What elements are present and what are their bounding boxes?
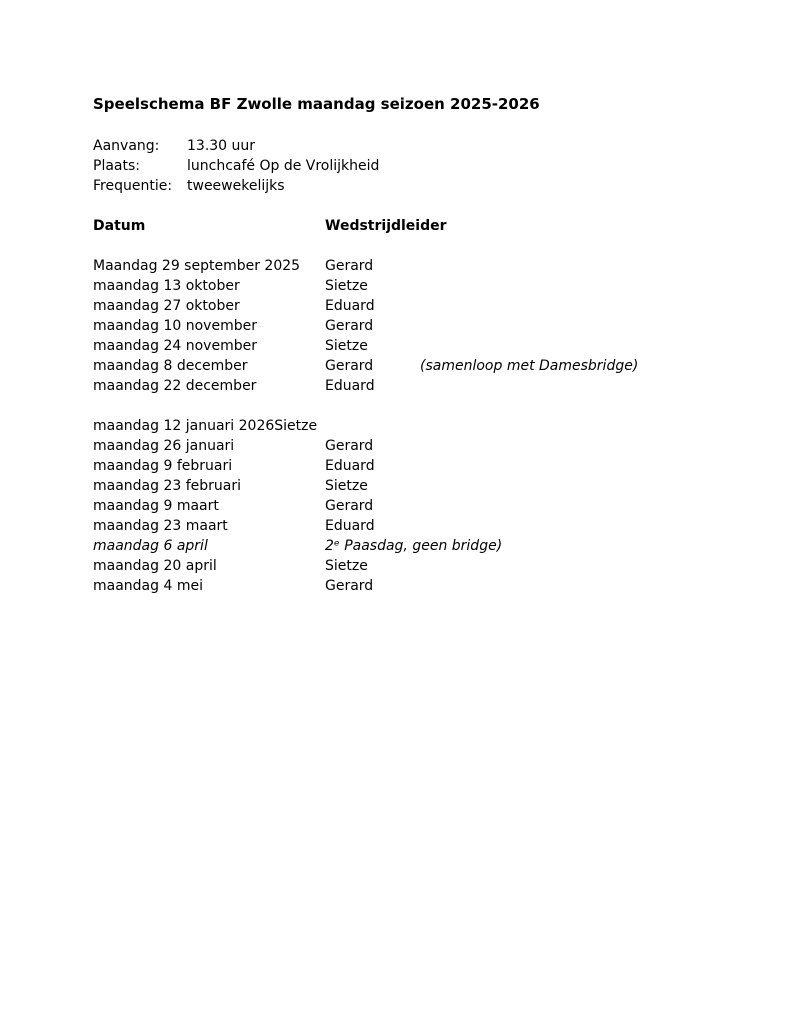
schedule-row xyxy=(93,456,751,476)
date-cell: maandag 22 december xyxy=(93,378,257,394)
schedule-row xyxy=(93,436,751,456)
info-label-aanvang: Aanvang: xyxy=(93,138,160,154)
leader-cell: Eduard xyxy=(325,378,375,394)
leader-cell: Gerard xyxy=(325,498,374,514)
date-cell: maandag 20 april xyxy=(93,558,217,574)
leader-cell: 2ᵉ Paasdag, geen bridge) xyxy=(325,538,503,554)
leader-cell: Eduard xyxy=(325,298,375,314)
date-cell: maandag 26 januari xyxy=(93,438,235,454)
date-cell: maandag 13 oktober xyxy=(93,278,240,294)
date-cell: maandag 23 maart xyxy=(93,518,228,534)
info-row-frequentie xyxy=(93,176,751,196)
leader-cell: Sietze xyxy=(325,278,368,294)
info-label-plaats: Plaats: xyxy=(93,158,140,174)
schedule-row xyxy=(93,556,751,576)
leader-cell: Gerard xyxy=(325,318,374,334)
date-cell: maandag 6 april xyxy=(93,538,208,554)
schedule-row xyxy=(93,376,751,396)
header-datum: Datum xyxy=(93,218,146,234)
date-cell: maandag 24 november xyxy=(93,338,257,354)
date-cell: maandag 8 december xyxy=(93,358,248,374)
leader-cell: Gerard xyxy=(325,578,374,594)
leader-cell: Sietze xyxy=(325,338,368,354)
schedule-row xyxy=(93,296,751,316)
date-cell: maandag 9 februari xyxy=(93,458,233,474)
blank-line xyxy=(93,236,751,256)
date-cell: maandag 10 november xyxy=(93,318,257,334)
schedule-table xyxy=(93,256,751,596)
blank-line xyxy=(93,396,751,416)
schedule-row xyxy=(93,316,751,336)
date-cell: Maandag 29 september 2025 xyxy=(93,258,301,274)
info-block xyxy=(93,136,751,196)
date-cell: maandag 23 februari xyxy=(93,478,242,494)
date-cell: maandag 9 maart xyxy=(93,498,219,514)
schedule-row xyxy=(93,256,751,276)
info-row-aanvang xyxy=(93,136,751,156)
info-value-plaats: lunchcafé Op de Vrolijkheid xyxy=(187,158,380,174)
schedule-header-row xyxy=(93,216,751,236)
info-row-plaats xyxy=(93,156,751,176)
info-value-frequentie: tweewekelijks xyxy=(187,178,285,194)
leader-cell: Sietze xyxy=(325,558,368,574)
leader-cell: Gerard xyxy=(325,258,374,274)
leader-cell: Eduard xyxy=(325,458,375,474)
date-cell: maandag 27 oktober xyxy=(93,298,240,314)
schedule-row xyxy=(93,476,751,496)
schedule-row xyxy=(93,276,751,296)
schedule-row xyxy=(93,516,751,536)
leader-cell: Eduard xyxy=(325,518,375,534)
leader-cell: Gerard xyxy=(325,438,374,454)
date-and-leader-cell: maandag 12 januari 2026Sietze xyxy=(93,418,318,434)
schedule-row xyxy=(93,416,751,436)
document-title: Speelschema BF Zwolle maandag seizoen 2025-2026 xyxy=(93,95,540,113)
leader-cell: Sietze xyxy=(325,478,368,494)
schedule-row xyxy=(93,536,751,556)
schedule-row xyxy=(93,576,751,596)
date-cell: maandag 4 mei xyxy=(93,578,203,594)
header-wedstrijdleider: Wedstrijdleider xyxy=(325,218,447,234)
schedule-row xyxy=(93,496,751,516)
info-label-frequentie: Frequentie: xyxy=(93,178,173,194)
schedule-row xyxy=(93,356,751,376)
info-value-aanvang: 13.30 uur xyxy=(187,138,256,154)
leader-cell: Gerard xyxy=(325,358,374,374)
schedule-row xyxy=(93,336,751,356)
note-cell: (samenloop met Damesbridge) xyxy=(420,358,639,374)
